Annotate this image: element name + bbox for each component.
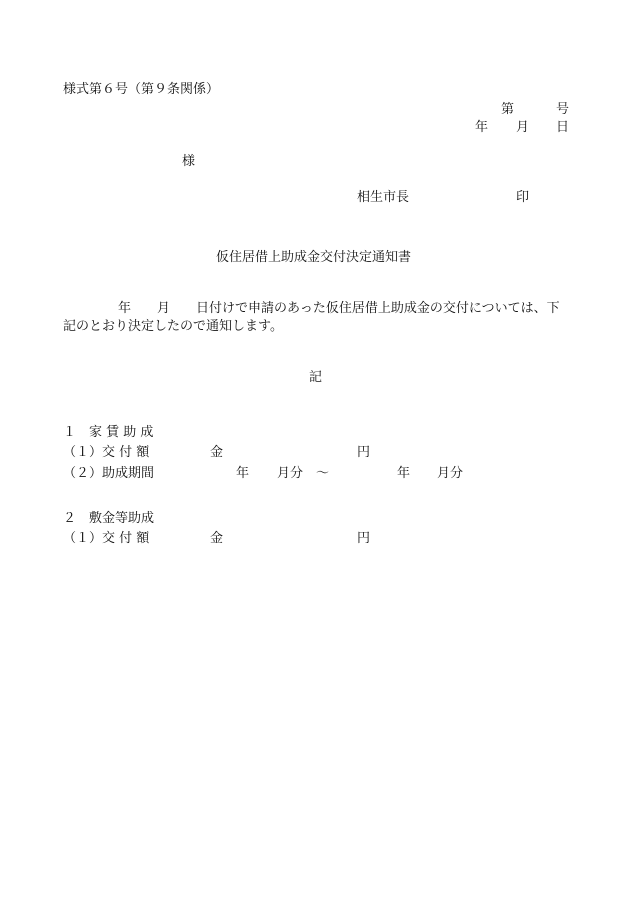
form-label: 様式第６号（第９条関係） <box>63 82 220 97</box>
issuer-seal: 印 <box>516 190 530 205</box>
document-title: 仮住居借上助成金交付決定通知書 <box>216 250 412 265</box>
section2-item1-label: （１）交 付 額 <box>63 531 150 546</box>
issuer-title: 相生市長 <box>357 190 410 205</box>
doc-number-go: 号 <box>556 102 570 117</box>
section1-heading: １ 家 賃 助 成 <box>63 425 154 440</box>
section1-item1-en: 円 <box>357 445 371 460</box>
body-line2: 記のとおり決定したので通知します。 <box>63 319 283 334</box>
section1-item1-kin: 金 <box>210 445 224 460</box>
section1-item2-from-month: 月分 <box>277 466 304 481</box>
doc-date-month: 月 <box>516 120 530 135</box>
body-year: 年 <box>118 301 132 316</box>
ki-label: 記 <box>309 370 323 385</box>
section1-item2-tilde: ～ <box>316 466 330 481</box>
doc-date-year: 年 <box>475 120 489 135</box>
section1-item1-label: （１）交 付 額 <box>63 445 150 460</box>
section1-item2-to-month: 月分 <box>437 466 464 481</box>
section2-item1-kin: 金 <box>210 531 224 546</box>
addressee-sama: 様 <box>182 154 196 169</box>
body-line1: 日付けで申請のあった仮住居借上助成金の交付については、下 <box>196 301 560 316</box>
section1-item2-label: （２）助成期間 <box>63 466 155 481</box>
section2-item1-en: 円 <box>357 531 371 546</box>
section1-item2-from-year: 年 <box>236 466 250 481</box>
body-month: 月 <box>157 301 171 316</box>
section2-heading: ２ 敷金等助成 <box>63 511 155 526</box>
section1-item2-to-year: 年 <box>397 466 411 481</box>
doc-date-day: 日 <box>556 120 570 135</box>
doc-number-dai: 第 <box>501 102 515 117</box>
